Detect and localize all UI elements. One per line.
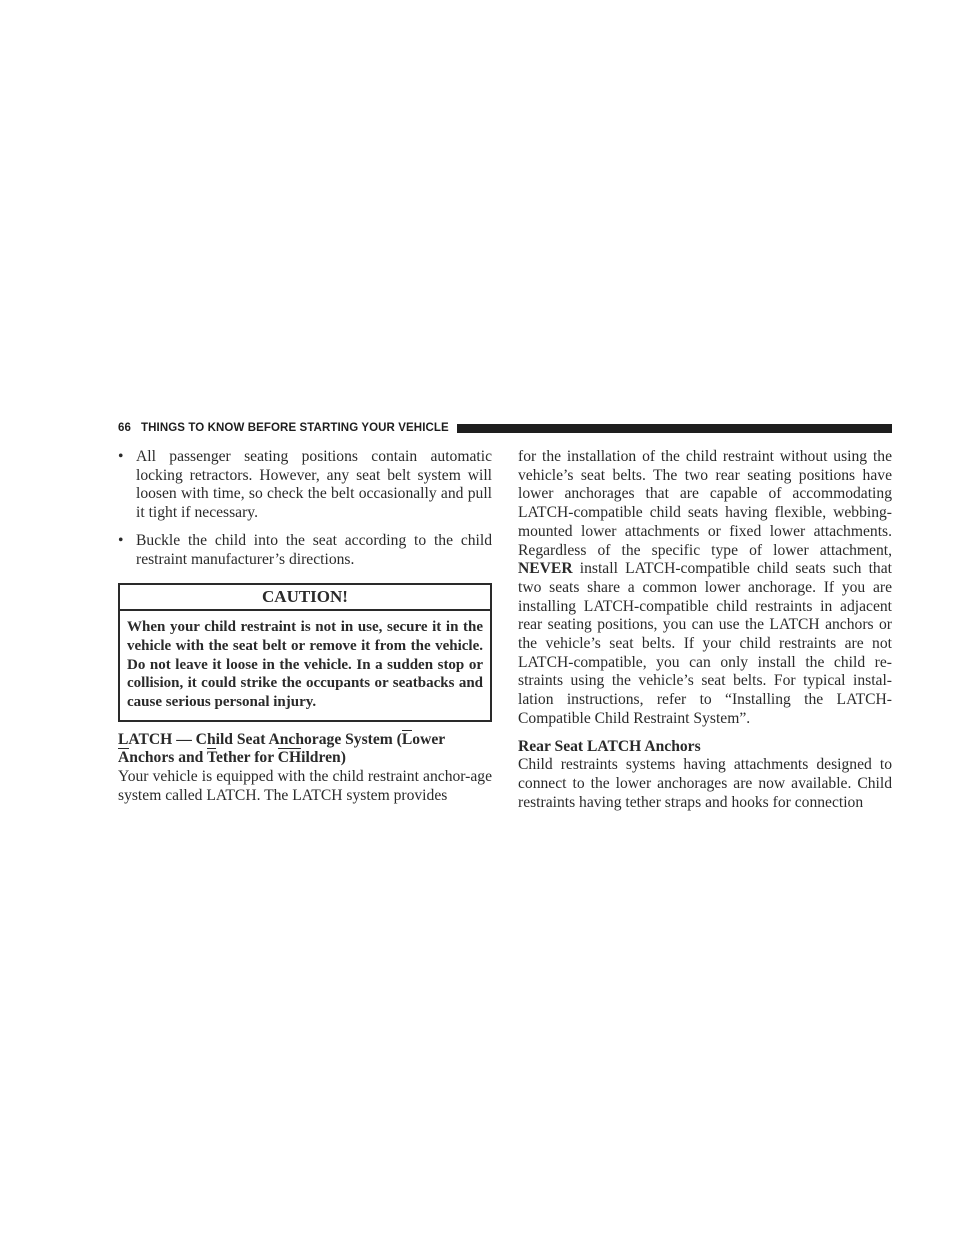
header-rule xyxy=(457,424,892,433)
left-column xyxy=(118,448,492,806)
latch-heading-prefix: LATCH — Child Seat Anchorage System ( xyxy=(118,730,402,748)
page-number: 66 xyxy=(118,422,131,434)
never-emphasis: NEVER xyxy=(518,560,573,578)
bullet-item xyxy=(118,532,492,569)
caution-box xyxy=(118,583,492,722)
latch-heading-nchors: nchors and xyxy=(129,749,207,767)
latch-paragraph xyxy=(518,448,892,729)
latch-letter-l: L xyxy=(401,730,413,748)
latch-letter-t: T xyxy=(206,749,216,767)
bullet-text: Buckle the child into the seat according to the child restraint manufacturer’s directions. xyxy=(136,531,492,568)
bullet-text: All passenger seating positions contain automatic locking retractors. However, any seat belt system will loosen with time, so check the belt occasionally and pull it tight if necessary. xyxy=(136,448,492,522)
caution-body: When your child restraint is not in use, secure it in the vehicle with the seat belt or remove it from the vehicle. Do not leave it loose in the vehicle. In a sudden stop or collision, it could strike the occupants or seatbacks and cause serious personal injury. xyxy=(127,619,483,711)
bullet-item xyxy=(118,448,492,523)
latch-heading-ower: ower xyxy=(412,730,446,748)
rear-seat-latch-paragraph: Child restraints systems having attachments designed to connect to the lower anchorages are now available. Child restraints having tether straps and hooks for connection xyxy=(518,756,892,811)
latch-heading xyxy=(118,731,492,768)
latch-intro-paragraph: Your vehicle is equipped with the child restraint anchor-age system called LATCH. The LATCH system provides xyxy=(118,768,492,804)
section-title: THINGS TO KNOW BEFORE STARTING YOUR VEHICLE xyxy=(141,422,449,434)
latch-letter-a: A xyxy=(118,749,130,767)
latch-heading-ildren: ildren) xyxy=(301,749,346,767)
latch-paragraph-before: for the installation of the child restraint without using the vehicle’s seat belts. The two rear seating positions have lower anchorages that are capable of accommodating LATCH-compatible child seats having flexible, webbing-mounted lower attachments or fixed lower attachments. Regardless of the specific type of lower attachment, xyxy=(518,448,892,559)
latch-letter-ch: CH xyxy=(277,749,302,767)
bullet-icon: • xyxy=(118,531,124,549)
caution-title: CAUTION! xyxy=(120,585,490,611)
bullet-icon: • xyxy=(118,448,124,465)
right-column xyxy=(518,448,892,812)
rear-seat-latch-heading: Rear Seat LATCH Anchors xyxy=(518,737,701,755)
latch-paragraph-after: install LATCH-compatible child seats such that two seats share a common lower anchorage. If you are installing LATCH-compatible child restraints in adjacent rear seating positions, you can use the LATCH anchors or the vehicle’s seat belts. If your child restraints are not LATCH-compatible, you can only install the child re-straints using the vehicle’s seat belts. For typical instal-lation instructions, refer to “Installing the LATCH-Compatible Child Restraint System”. xyxy=(518,560,892,727)
latch-heading-ether: ether for xyxy=(215,749,278,767)
running-header xyxy=(118,419,892,437)
